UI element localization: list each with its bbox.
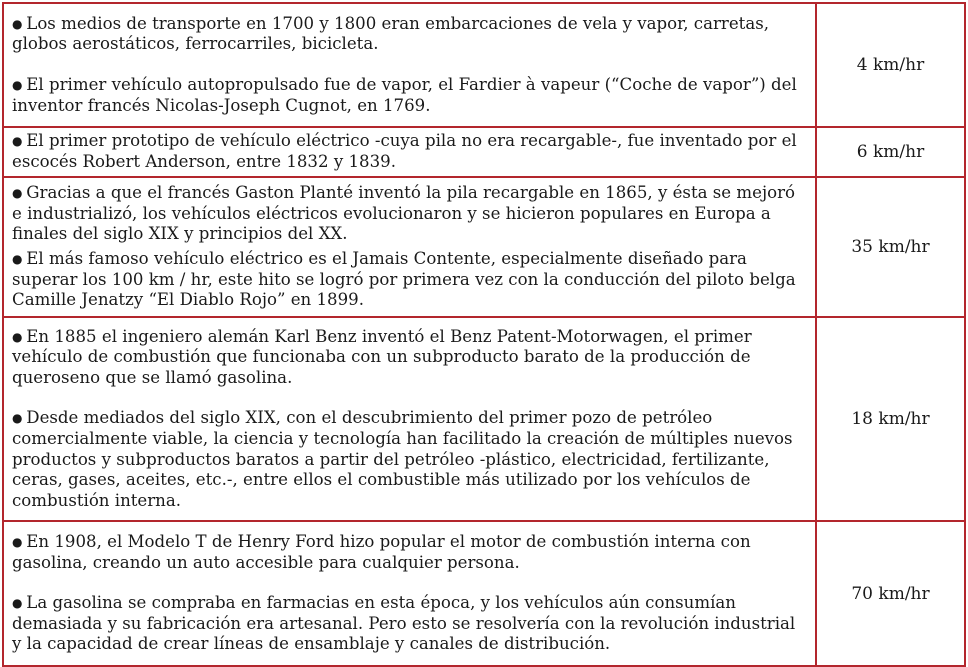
table-row (3, 521, 965, 666)
speed-cell: 4 km/hr (816, 3, 965, 127)
table-row (3, 3, 965, 127)
speed-cell: 6 km/hr (816, 127, 965, 177)
description-cell (3, 177, 816, 317)
table-row (3, 317, 965, 521)
speed-cell: 70 km/hr (816, 521, 965, 666)
bullet-paragraph: ● Desde mediados del siglo XIX, con el descubrimiento del primer pozo de petróleo comercialmente viable, la ciencia y tecnología han facilitado la creación de múltiples nuevos productos y subproductos baratos a partir del petróleo -plástico, electricidad, fertilizante, ceras, gases, aceites, etc.-, entre ellos el combustible más utilizado por los vehículos de combustión interna. (12, 408, 809, 511)
description-cell (3, 3, 816, 127)
table-row (3, 177, 965, 317)
description-cell (3, 127, 816, 177)
speed-cell: 35 km/hr (816, 177, 965, 317)
description-cell (3, 521, 816, 666)
bullet-paragraph: ● La gasolina se compraba en farmacias en esta época, y los vehículos aún consumían demasiada y su fabricación era artesanal. Pero esto se resolvería con la revolución industrial y la capacidad de crear líneas de ensamblaje y canales de distribución. (12, 593, 809, 655)
vehicle-history-table (2, 2, 966, 667)
bullet-paragraph: ● Los medios de transporte en 1700 y 1800 eran embarcaciones de vela y vapor, carretas, globos aerostáticos, ferrocarriles, bicicleta. (12, 14, 809, 55)
bullet-paragraph: ● En 1885 el ingeniero alemán Karl Benz inventó el Benz Patent-Motorwagen, el primer vehículo de combustión que funcionaba con un subproducto barato de la producción de queroseno que se llamó gasolina. (12, 327, 809, 389)
table-row (3, 127, 965, 177)
bullet-paragraph: ● En 1908, el Modelo T de Henry Ford hizo popular el motor de combustión interna con gasolina, creando un auto accesible para cualquier persona. (12, 532, 809, 573)
bullet-paragraph: ● El más famoso vehículo eléctrico es el Jamais Contente, especialmente diseñado para superar los 100 km / hr, este hito se logró por primera vez con la conducción del piloto belga Camille Jenatzy “El Diablo Rojo” en 1899. (12, 249, 809, 311)
description-cell (3, 317, 816, 521)
bullet-paragraph: ● El primer vehículo autopropulsado fue de vapor, el Fardier à vapeur (“Coche de vapor”) del inventor francés Nicolas-Joseph Cugnot, en 1769. (12, 75, 809, 116)
bullet-paragraph: ● El primer prototipo de vehículo eléctrico -cuya pila no era recargable-, fue inventado por el escocés Robert Anderson, entre 1832 y 1839. (12, 131, 809, 172)
bullet-paragraph: ● Gracias a que el francés Gaston Planté inventó la pila recargable en 1865, y ésta se mejoró e industrializó, los vehículos eléctricos evolucionaron y se hicieron populares en Europa a finales del siglo XIX y principios del XX. (12, 183, 809, 245)
speed-cell: 18 km/hr (816, 317, 965, 521)
